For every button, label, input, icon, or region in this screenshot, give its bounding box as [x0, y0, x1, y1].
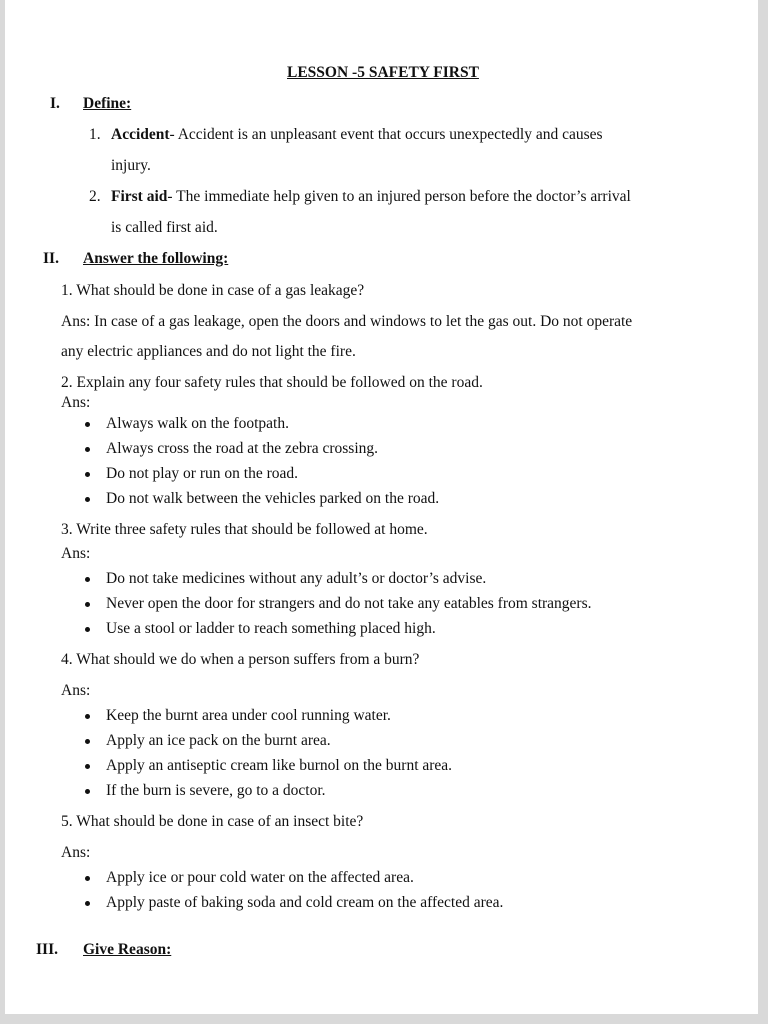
- list-item: If the burn is severe, go to a doctor.: [106, 782, 326, 799]
- definition-accident: [111, 126, 603, 144]
- bullet-icon: [85, 876, 90, 881]
- list-item: Apply ice or pour cold water on the affected area.: [106, 869, 414, 886]
- list-item: Always cross the road at the zebra crossing.: [106, 440, 379, 457]
- definition-term: Accident: [111, 126, 170, 143]
- question: 3. Write three safety rules that should be followed at home.: [61, 521, 428, 538]
- list-item: Use a stool or ladder to reach something placed high.: [106, 620, 436, 637]
- definition-number: 2.: [89, 188, 101, 205]
- definition-number: 1.: [89, 126, 101, 143]
- document-page: [5, 0, 758, 1014]
- bullet-icon: [85, 497, 90, 502]
- list-item: Apply an antiseptic cream like burnol on the burnt area.: [106, 757, 453, 774]
- answer-label: Ans:: [61, 394, 91, 411]
- definition-text: - The immediate help given to an injured person before the doctor’s arrival: [167, 188, 631, 205]
- bullet-icon: [85, 901, 90, 906]
- list-item: Never open the door for strangers and do not take any eatables from strangers.: [106, 595, 592, 612]
- definition-text: - Accident is an unpleasant event that occurs unexpectedly and causes: [169, 126, 603, 143]
- answer-text: any electric appliances and do not light the fire.: [61, 343, 356, 360]
- section-heading: Answer the following:: [83, 250, 229, 267]
- definition-term: First aid: [111, 188, 168, 205]
- list-item: Do not walk between the vehicles parked on the road.: [106, 490, 440, 507]
- bullet-icon: [85, 422, 90, 427]
- bullet-icon: [85, 714, 90, 719]
- section-heading: Define:: [83, 95, 132, 112]
- answer-label: Ans:: [61, 682, 91, 699]
- definition-continuation: is called first aid.: [111, 219, 218, 236]
- bullet-icon: [85, 602, 90, 607]
- list-item: Always walk on the footpath.: [106, 415, 289, 432]
- section-numeral: III.: [36, 941, 58, 958]
- definition-continuation: injury.: [111, 157, 151, 174]
- question: 2. Explain any four safety rules that should be followed on the road.: [61, 374, 483, 391]
- answer-label: Ans:: [61, 844, 91, 861]
- section-numeral: I.: [50, 95, 60, 112]
- question: 5. What should be done in case of an insect bite?: [61, 813, 364, 830]
- list-item: Apply paste of baking soda and cold cream on the affected area.: [106, 894, 504, 911]
- bullet-icon: [85, 764, 90, 769]
- section-numeral: II.: [43, 250, 59, 267]
- bullet-icon: [85, 577, 90, 582]
- bullet-icon: [85, 789, 90, 794]
- answer-text: Ans: In case of a gas leakage, open the doors and windows to let the gas out. Do not operate: [61, 313, 633, 330]
- bullet-icon: [85, 472, 90, 477]
- bullet-icon: [85, 627, 90, 632]
- bullet-icon: [85, 739, 90, 744]
- question: 4. What should we do when a person suffers from a burn?: [61, 651, 420, 668]
- section-heading: Give Reason:: [83, 941, 172, 958]
- list-item: Do not take medicines without any adult’s or doctor’s advise.: [106, 570, 487, 587]
- definition-first-aid: [111, 188, 631, 206]
- list-item: Keep the burnt area under cool running water.: [106, 707, 391, 724]
- question: 1. What should be done in case of a gas leakage?: [61, 282, 365, 299]
- list-item: Do not play or run on the road.: [106, 465, 298, 482]
- bullet-icon: [85, 447, 90, 452]
- answer-label: Ans:: [61, 545, 91, 562]
- list-item: Apply an ice pack on the burnt area.: [106, 732, 331, 749]
- lesson-title: LESSON -5 SAFETY FIRST: [287, 64, 479, 81]
